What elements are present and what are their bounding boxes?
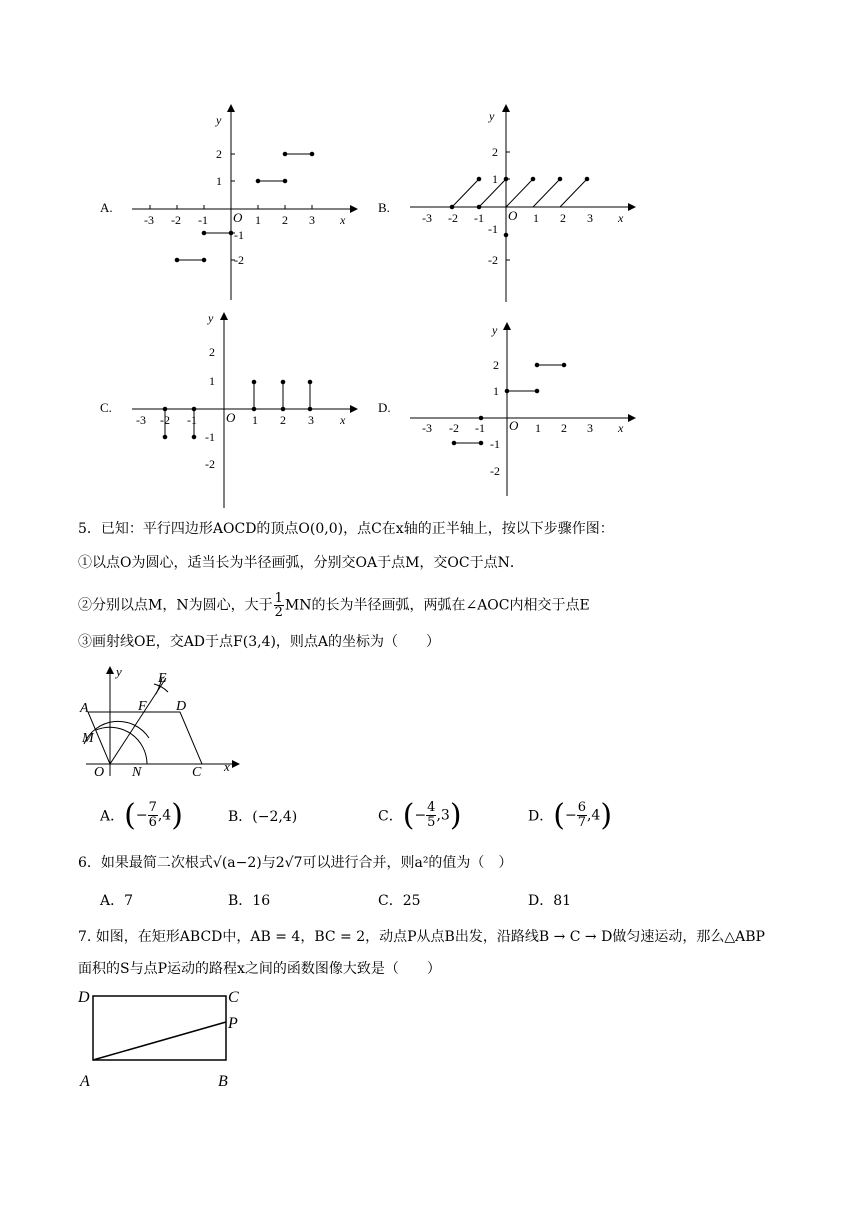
- svg-text:-3: -3: [136, 413, 146, 427]
- q7-label-B: B: [218, 1073, 228, 1090]
- q5-step2: [78, 592, 590, 619]
- option-c-label: C.: [100, 400, 112, 415]
- q5-fraction: $\frac{1}{2}$: [274, 591, 283, 620]
- svg-text:-1: -1: [205, 430, 215, 444]
- q5-step2-pre: ②分别以点M，N为圆心，大于: [78, 597, 273, 614]
- svg-text:-3: -3: [422, 421, 432, 435]
- svg-text:-1: -1: [474, 211, 484, 225]
- q6-option-c[interactable]: C．25: [378, 893, 421, 909]
- q6-option-b[interactable]: B．16: [228, 893, 271, 909]
- svg-text:O: O: [233, 210, 243, 225]
- svg-text:-3: -3: [422, 211, 432, 225]
- svg-text:x: x: [340, 213, 346, 227]
- svg-text:x: x: [618, 421, 624, 435]
- q5-label-C: C: [192, 765, 202, 780]
- q5-step1: ①以点O为圆心，适当长为半径画弧，分别交OA于点M，交OC于点N．: [78, 555, 524, 571]
- svg-text:2: 2: [282, 213, 288, 227]
- graph-b: [398, 100, 638, 310]
- q5-option-b[interactable]: B．(−2,4): [228, 809, 298, 825]
- svg-text:-3: -3: [144, 213, 154, 227]
- svg-text:2: 2: [280, 413, 286, 427]
- svg-text:1: 1: [493, 384, 499, 398]
- svg-text:y: y: [489, 109, 495, 123]
- svg-text:O: O: [509, 418, 519, 433]
- svg-text:-1: -1: [475, 421, 485, 435]
- q5-step3: ③画射线OE，交AD于点F(3,4)，则点A的坐标为（ ）: [78, 634, 441, 650]
- svg-text:-2: -2: [490, 464, 500, 478]
- svg-text:y: y: [208, 311, 214, 325]
- svg-text:1: 1: [209, 374, 215, 388]
- svg-text:O: O: [508, 208, 518, 223]
- q7-figure: [74, 986, 254, 1094]
- q7-label-P: P: [228, 1015, 238, 1032]
- q7-label-D: D: [78, 989, 90, 1006]
- svg-text:1: 1: [535, 421, 541, 435]
- svg-text:x: x: [618, 211, 624, 225]
- q5-option-a[interactable]: A．(− $\frac{7}{6}$ ,4): [100, 798, 183, 833]
- svg-text:3: 3: [587, 211, 593, 225]
- svg-text:2: 2: [493, 358, 499, 372]
- q5-label-y: y: [116, 664, 122, 679]
- svg-text:-1: -1: [234, 228, 244, 242]
- svg-text:-2: -2: [488, 253, 498, 267]
- q7-line1: 7. 如图，在矩形ABCD中，AB = 4，BC = 2，动点P从点B出发，沿路线B → C → D做匀速运动，那么△ABP: [78, 929, 765, 945]
- q5-label-O: O: [94, 765, 105, 780]
- svg-text:-1: -1: [488, 222, 498, 236]
- q7-label-C: C: [228, 989, 239, 1006]
- q5-option-c[interactable]: C．(− $\frac{4}{5}$ ,3): [378, 798, 462, 833]
- svg-text:1: 1: [533, 211, 539, 225]
- svg-text:-2: -2: [205, 457, 215, 471]
- option-d-label: D.: [378, 400, 391, 415]
- q6-option-a[interactable]: A．7: [100, 893, 134, 909]
- option-a-label: A.: [100, 200, 113, 215]
- option-b-label: B.: [378, 200, 390, 215]
- svg-text:y: y: [492, 323, 498, 337]
- svg-text:-2: -2: [448, 211, 458, 225]
- svg-text:-2: -2: [171, 213, 181, 227]
- svg-text:1: 1: [492, 172, 498, 186]
- q5-step2-post: MN的长为半径画弧，两弧在∠AOC内相交于点E: [284, 597, 590, 614]
- q5-figure: [74, 664, 249, 784]
- q5-stem: 5．已知：平行四边形AOCD的顶点O(0,0)，点C在x轴的正半轴上，按以下步骤作图：: [78, 521, 614, 537]
- svg-text:O: O: [226, 410, 236, 425]
- svg-text:1: 1: [216, 174, 222, 188]
- svg-text:2: 2: [561, 421, 567, 435]
- q5-label-N: N: [132, 765, 142, 780]
- svg-text:3: 3: [308, 413, 314, 427]
- q6-option-d[interactable]: D．81: [528, 893, 572, 909]
- q5-label-A: A: [80, 701, 89, 716]
- svg-text:-1: -1: [490, 437, 500, 451]
- svg-text:-1: -1: [198, 213, 208, 227]
- svg-text:-1: -1: [187, 413, 197, 427]
- svg-text:2: 2: [216, 147, 222, 161]
- svg-text:3: 3: [309, 213, 315, 227]
- svg-text:1: 1: [255, 213, 261, 227]
- q5-option-d[interactable]: D．(− $\frac{6}{7}$ ,4): [528, 798, 613, 833]
- svg-text:3: 3: [587, 421, 593, 435]
- svg-text:-2: -2: [160, 413, 170, 427]
- graph-c: [120, 308, 360, 513]
- svg-text:-2: -2: [449, 421, 459, 435]
- svg-text:2: 2: [560, 211, 566, 225]
- graph-d: [398, 318, 638, 503]
- q5-label-F: F: [138, 699, 147, 714]
- svg-text:y: y: [216, 113, 222, 127]
- q7-label-A: A: [80, 1073, 90, 1090]
- svg-text:2: 2: [492, 145, 498, 159]
- graph-a: [120, 100, 360, 310]
- q5-label-x: x: [224, 759, 230, 774]
- q5-label-D: D: [176, 699, 187, 714]
- svg-text:-2: -2: [234, 253, 244, 267]
- svg-text:2: 2: [209, 345, 215, 359]
- svg-text:x: x: [340, 413, 346, 427]
- svg-text:1: 1: [252, 413, 258, 427]
- q5-label-E: E: [158, 671, 167, 686]
- q6-stem: 6．如果最简二次根式√(a−2)与2√7可以进行合并，则a²的值为（ ）: [78, 855, 513, 871]
- q5-label-M: M: [82, 731, 94, 746]
- q7-line2: 面积的S与点P运动的路程x之间的函数图像大致是（ ）: [78, 961, 441, 977]
